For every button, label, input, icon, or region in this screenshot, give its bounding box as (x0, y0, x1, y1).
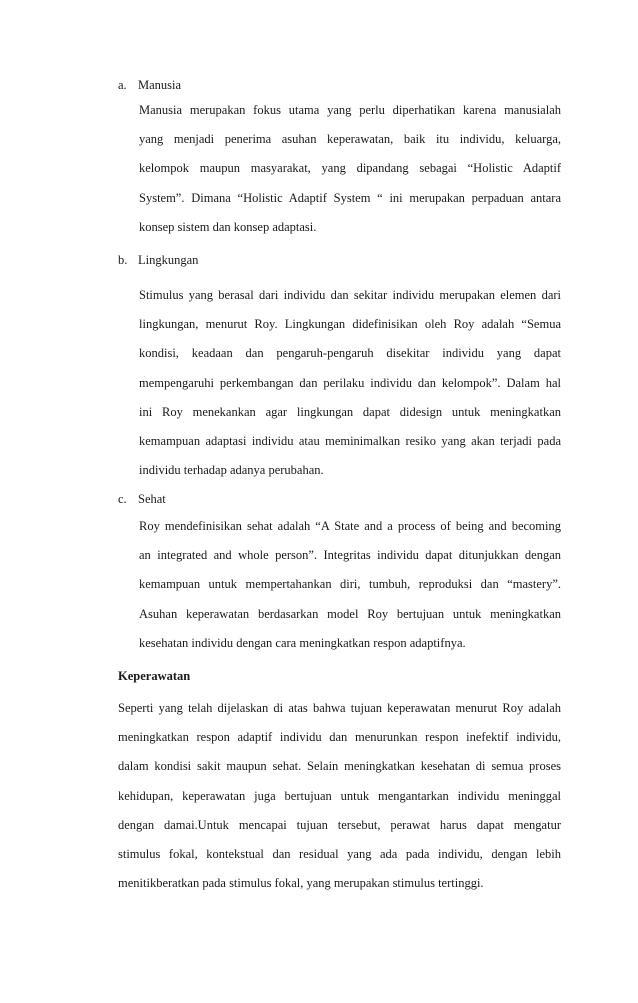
text-line: individu terhadap adanya perubahan. (139, 463, 324, 478)
text-line: System”. Dimana “Holistic Adaptif System “ ini merupakan perpaduan antara (139, 190, 561, 205)
paragraph-manusia (139, 96, 561, 242)
text-line: kelompok maupun masyarakat, yang dipandang sebagai “Holistic Adaptif (139, 161, 561, 176)
text-line: kemampuan adaptasi individu atau meminimalkan resiko yang akan terjadi pada (139, 433, 561, 448)
list-marker: a. (118, 78, 127, 92)
text-line: dalam kondisi sakit maupun sehat. Selain meningkatkan kesehatan di semua proses (118, 759, 561, 774)
paragraph-sehat (139, 512, 561, 658)
list-item-title: Lingkungan (138, 253, 199, 267)
text-line: Seperti yang telah dijelaskan di atas bahwa tujuan keperawatan menurut Roy adalah (118, 701, 561, 715)
text-line: konsep sistem dan konsep adaptasi. (139, 219, 317, 234)
list-item-title: Sehat (138, 492, 166, 506)
list-item-heading-sehat (118, 492, 166, 507)
list-item-heading-manusia (118, 78, 181, 93)
text-line: Asuhan keperawatan berdasarkan model Roy bertujuan untuk meningkatkan (139, 606, 561, 621)
paragraph-keperawatan (118, 694, 561, 898)
text-line: Roy mendefinisikan sehat adalah “A State and a process of being and becoming (139, 519, 561, 533)
text-line: lingkungan, menurut Roy. Lingkungan didefinisikan oleh Roy adalah “Semua (139, 317, 561, 332)
text-line: Manusia merupakan fokus utama yang perlu diperhatikan karena manusialah (139, 103, 561, 117)
section-heading: Keperawatan (118, 669, 191, 683)
text-line: kehidupan, keperawatan juga bertujuan untuk mengantarkan individu meninggal (118, 788, 561, 803)
list-item-heading-lingkungan (118, 253, 198, 268)
paragraph-lingkungan (139, 281, 561, 485)
text-line: meningkatkan respon adaptif individu dan menurunkan respon inefektif individu, (118, 730, 561, 745)
list-marker: c. (118, 492, 127, 506)
text-line: menitikberatkan pada stimulus fokal, yang merupakan stimulus tertinggi. (118, 876, 484, 891)
text-line: kemampuan untuk mempertahankan diri, tumbuh, reproduksi dan “mastery”. (139, 577, 561, 592)
text-line: stimulus fokal, kontekstual dan residual yang ada pada individu, dengan lebih (118, 846, 561, 861)
text-line: Stimulus yang berasal dari individu dan sekitar individu merupakan elemen dari (139, 288, 561, 302)
text-line: an integrated and whole person”. Integritas individu dapat ditunjukkan dengan (139, 548, 561, 563)
text-line: ini Roy menekankan agar lingkungan dapat didesign untuk meningkatkan (139, 404, 561, 419)
text-line: dengan damai.Untuk mencapai tujuan tersebut, perawat harus dapat mengatur (118, 817, 561, 832)
text-line: mempengaruhi perkembangan dan perilaku individu dan kelompok”. Dalam hal (139, 375, 561, 390)
text-line: kondisi, keadaan dan pengaruh-pengaruh disekitar individu yang dapat (139, 346, 561, 361)
list-item-title: Manusia (138, 78, 182, 92)
list-marker: b. (118, 253, 128, 267)
text-line: yang menjadi penerima asuhan keperawatan, baik itu individu, keluarga, (139, 132, 561, 147)
text-line: kesehatan individu dengan cara meningkatkan respon adaptifnya. (139, 635, 466, 650)
